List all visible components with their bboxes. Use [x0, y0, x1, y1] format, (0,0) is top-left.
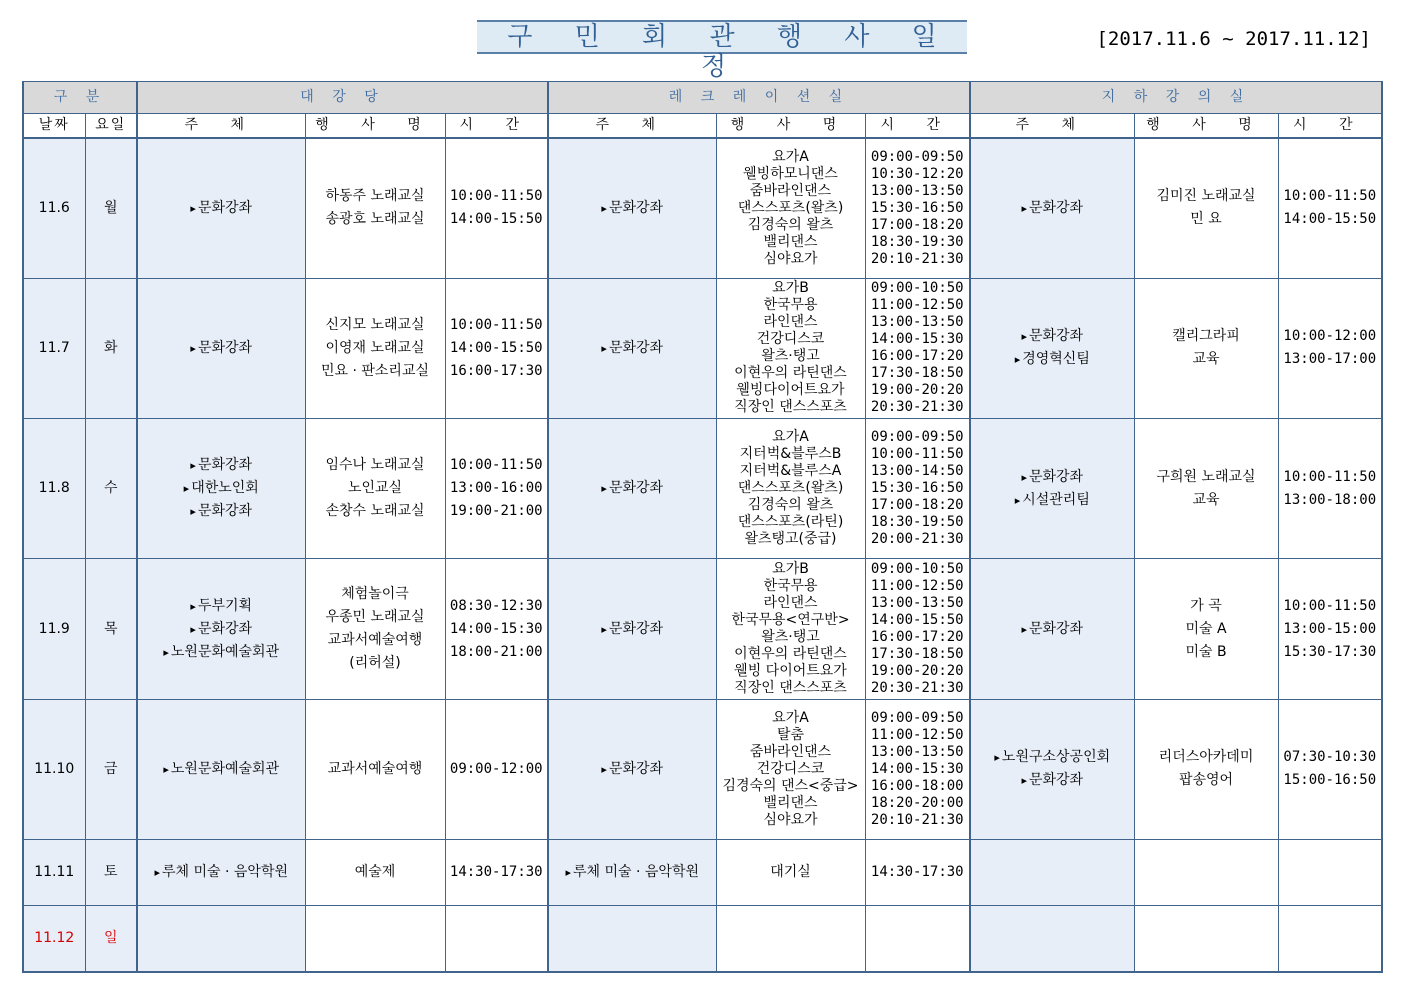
page-title: 구 민 회 관 행 사 일 정: [507, 22, 954, 82]
table-row: [23, 840, 1382, 906]
rec-time-cell: [865, 559, 970, 699]
cell-line: ▸ 문화강좌: [971, 200, 1134, 217]
cell-line: 심야요가: [763, 250, 818, 267]
header-recreation-room: 레 크 레 이 션 실: [548, 82, 970, 114]
lec-host-cell: [970, 906, 1134, 972]
header-category: 구 분: [23, 82, 137, 114]
cell-line: 예술제: [354, 864, 396, 881]
cell-line: 20:10-21:30: [870, 811, 964, 828]
cell-line: 09:00-12:00: [449, 760, 543, 777]
header-row-groups: [23, 82, 1382, 114]
rec-host-cell: [548, 418, 716, 558]
header-lec-time: 시 간: [1278, 114, 1382, 138]
date-cell: 11.8: [23, 418, 85, 558]
cell-line: 10:00-11:50: [449, 316, 543, 333]
cell-line: 15:00-16:50: [1283, 772, 1377, 789]
weekday-cell: 토: [85, 840, 137, 906]
cell-line: 10:00-11:50: [1283, 188, 1377, 205]
hall-event-cell: [305, 278, 445, 418]
header-weekday: 요일: [85, 114, 137, 138]
header-rec-event: 행 사 명: [716, 114, 865, 138]
table-row: [23, 418, 1382, 558]
header-hall-host: 주 체: [137, 114, 305, 138]
cell-line: 가 곡: [1190, 597, 1222, 614]
lec-time-cell: [1278, 840, 1382, 906]
hall-event-cell: [305, 699, 445, 839]
cell-line: 줌바라인댄스: [749, 182, 832, 199]
table-row: [23, 906, 1382, 972]
cell-line: 18:00-21:00: [449, 643, 543, 660]
cell-line: 김미진 노래교실: [1156, 188, 1256, 205]
cell-line: 요가B: [772, 561, 809, 578]
cell-line: 교과서예술여행: [327, 760, 423, 777]
cell-line: 13:00-13:50: [870, 182, 964, 199]
lec-event-cell: [1134, 699, 1278, 839]
cell-line: 13:00-15:00: [1283, 620, 1377, 637]
hall-host-cell: [137, 906, 305, 972]
rec-host-cell: [548, 138, 716, 278]
lec-event-cell: [1134, 138, 1278, 278]
hall-host-cell: [137, 138, 305, 278]
cell-line: 08:30-12:30: [449, 597, 543, 614]
rec-time-cell: [865, 418, 970, 558]
cell-line: 김경숙의 왈츠: [747, 216, 834, 233]
cell-line: 밸리댄스: [763, 794, 818, 811]
cell-line: ▸ 문화강좌: [549, 761, 716, 778]
date-cell: 11.12: [23, 906, 85, 972]
lec-event-cell: [1134, 906, 1278, 972]
cell-line: 19:00-20:20: [870, 663, 964, 680]
cell-line: 한국무용<연구반>: [731, 612, 850, 629]
cell-line: 14:00-15:50: [1283, 211, 1377, 228]
weekday-cell: 일: [85, 906, 137, 972]
cell-line: ▸ 노원문화예술회관: [138, 761, 305, 778]
cell-line: 09:00-09:50: [870, 429, 964, 446]
cell-line: 10:00-11:50: [1283, 468, 1377, 485]
header-row-columns: [23, 114, 1382, 138]
hall-host-cell: [137, 418, 305, 558]
cell-line: ▸ 문화강좌: [549, 621, 716, 638]
rec-event-cell: [716, 138, 865, 278]
cell-line: 리더스아카데미: [1158, 749, 1254, 766]
cell-line: 요가A: [772, 429, 809, 446]
cell-line: 11:00-12:50: [870, 578, 964, 595]
cell-line: 13:00-16:00: [449, 480, 543, 497]
cell-line: ▸ 문화강좌: [549, 340, 716, 357]
cell-line: 팝송영어: [1178, 772, 1234, 789]
cell-line: 10:00-11:50: [449, 457, 543, 474]
hall-host-cell: [137, 699, 305, 839]
lec-host-cell: [970, 278, 1134, 418]
cell-line: ▸ 문화강좌: [971, 621, 1134, 638]
cell-line: 17:00-18:20: [870, 497, 964, 514]
cell-line: 15:30-16:50: [870, 480, 964, 497]
rec-time-cell: [865, 278, 970, 418]
cell-line: 13:00-13:50: [870, 743, 964, 760]
cell-line: ▸ 문화강좌: [138, 457, 305, 474]
rec-event-cell: [716, 840, 865, 906]
lec-time-cell: [1278, 699, 1382, 839]
cell-line: 10:00-11:50: [1283, 597, 1377, 614]
cell-line: ▸ 시설관리팀: [971, 492, 1134, 509]
cell-line: 14:00-15:30: [870, 760, 964, 777]
cell-line: 요가A: [772, 709, 809, 726]
cell-line: 13:00-14:50: [870, 463, 964, 480]
page-title-box: [477, 20, 967, 82]
cell-line: 탈춤: [776, 726, 805, 743]
rec-host-cell: [548, 840, 716, 906]
cell-line: 미술 A: [1185, 620, 1227, 637]
cell-line: 교육: [1192, 351, 1220, 368]
cell-line: 김경숙의 왈츠: [747, 497, 834, 514]
table-row: [23, 278, 1382, 418]
cell-line: 14:00-15:50: [449, 339, 543, 356]
lec-event-cell: [1134, 559, 1278, 699]
lec-time-cell: [1278, 418, 1382, 558]
hall-event-cell: [305, 138, 445, 278]
cell-line: ▸ 문화강좌: [549, 200, 716, 217]
lec-host-cell: [970, 840, 1134, 906]
lec-host-cell: [970, 559, 1134, 699]
cell-line: 줌바라인댄스: [749, 743, 832, 760]
cell-line: ▸ 대한노인회: [138, 480, 305, 497]
rec-time-cell: [865, 699, 970, 839]
lec-event-cell: [1134, 418, 1278, 558]
cell-line: 15:30-17:30: [1283, 643, 1377, 660]
cell-line: 20:30-21:30: [870, 680, 964, 697]
lec-time-cell: [1278, 559, 1382, 699]
cell-line: 14:00-15:30: [449, 620, 543, 637]
cell-line: 13:00-17:00: [1283, 351, 1377, 368]
table-row: [23, 699, 1382, 839]
cell-line: ▸ 문화강좌: [138, 503, 305, 520]
cell-line: ▸ 문화강좌: [138, 340, 305, 357]
cell-line: ▸ 루체 미술 · 음악학원: [138, 864, 305, 881]
weekday-cell: 화: [85, 278, 137, 418]
cell-line: 왈츠·탱고: [761, 348, 820, 365]
cell-line: 지터벅&블루스B: [739, 446, 842, 463]
date-range: [2017.11.6 ~ 2017.11.12]: [1096, 28, 1371, 50]
lec-host-cell: [970, 138, 1134, 278]
header-rec-time: 시 간: [865, 114, 970, 138]
hall-time-cell: [445, 418, 548, 558]
cell-line: 송광호 노래교실: [325, 211, 425, 228]
hall-event-cell: [305, 559, 445, 699]
cell-line: 임수나 노래교실: [325, 457, 425, 474]
cell-line: 이현우의 라틴댄스: [734, 646, 847, 663]
cell-line: 웰빙하모니댄스: [743, 165, 838, 182]
cell-line: ▸ 루체 미술 · 음악학원: [549, 864, 716, 881]
cell-line: 13:00-13:50: [870, 595, 964, 612]
date-cell: 11.6: [23, 138, 85, 278]
cell-line: 10:30-12:20: [870, 165, 964, 182]
cell-line: ▸ 노원문화예술회관: [138, 644, 305, 661]
cell-line: 왈츠탱고(중급): [744, 531, 837, 548]
cell-line: 20:00-21:30: [870, 531, 964, 548]
rec-time-cell: [865, 840, 970, 906]
cell-line: (리허설): [349, 655, 401, 672]
cell-line: 직장인 댄스스포츠: [734, 680, 847, 697]
cell-line: 라인댄스: [763, 595, 818, 612]
weekday-cell: 수: [85, 418, 137, 558]
lec-time-cell: [1278, 278, 1382, 418]
header-hall: 대 강 당: [137, 82, 548, 114]
rec-host-cell: [548, 906, 716, 972]
cell-line: 심야요가: [763, 811, 818, 828]
cell-line: 민 요: [1190, 211, 1222, 228]
cell-line: 11:00-12:50: [870, 726, 964, 743]
cell-line: ▸ 문화강좌: [971, 772, 1134, 789]
hall-event-cell: [305, 840, 445, 906]
header-hall-time: 시 간: [445, 114, 548, 138]
cell-line: 14:00-15:50: [870, 612, 964, 629]
weekday-cell: 목: [85, 559, 137, 699]
cell-line: 14:00-15:50: [449, 211, 543, 228]
rec-host-cell: [548, 699, 716, 839]
cell-line: 13:00-13:50: [870, 314, 964, 331]
rec-time-cell: [865, 906, 970, 972]
cell-line: ▸ 경영혁신팀: [971, 351, 1134, 368]
hall-event-cell: [305, 418, 445, 558]
cell-line: 13:00-18:00: [1283, 491, 1377, 508]
cell-line: 신지모 노래교실: [325, 316, 425, 333]
cell-line: 손창수 노래교실: [325, 503, 425, 520]
cell-line: 09:00-09:50: [870, 709, 964, 726]
hall-event-cell: [305, 906, 445, 972]
cell-line: 캘리그라피: [1172, 328, 1240, 345]
cell-line: ▸ 문화강좌: [138, 200, 305, 217]
cell-line: 17:30-18:50: [870, 365, 964, 382]
cell-line: 07:30-10:30: [1283, 749, 1377, 766]
cell-line: 웰빙다이어트요가: [736, 382, 845, 399]
hall-time-cell: [445, 840, 548, 906]
cell-line: 밸리댄스: [763, 233, 818, 250]
cell-line: 건강디스코: [756, 760, 825, 777]
cell-line: 지터벅&블루스A: [739, 463, 842, 480]
table-row: [23, 138, 1382, 278]
cell-line: 건강디스코: [756, 331, 825, 348]
weekday-cell: 월: [85, 138, 137, 278]
cell-line: ▸ 문화강좌: [138, 621, 305, 638]
date-cell: 11.11: [23, 840, 85, 906]
schedule-table: [22, 81, 1383, 973]
cell-line: 11:00-12:50: [870, 297, 964, 314]
cell-line: 우종민 노래교실: [325, 609, 425, 626]
lec-event-cell: [1134, 840, 1278, 906]
cell-line: 댄스스포츠(왈츠): [737, 480, 844, 497]
cell-line: 구희원 노래교실: [1156, 468, 1256, 485]
header-lec-host: 주 체: [970, 114, 1134, 138]
cell-line: 체험놀이극: [341, 586, 409, 603]
cell-line: ▸ 두부기획: [138, 598, 305, 615]
hall-time-cell: [445, 906, 548, 972]
cell-line: 댄스스포츠(라틴): [737, 514, 844, 531]
hall-time-cell: [445, 699, 548, 839]
rec-event-cell: [716, 906, 865, 972]
cell-line: 19:00-20:20: [870, 382, 964, 399]
cell-line: 16:00-18:00: [870, 777, 964, 794]
cell-line: 09:00-10:50: [870, 561, 964, 578]
rec-event-cell: [716, 699, 865, 839]
cell-line: 직장인 댄스스포츠: [734, 399, 847, 416]
rec-time-cell: [865, 138, 970, 278]
cell-line: 이현우의 라틴댄스: [734, 365, 847, 382]
cell-line: 15:30-16:50: [870, 199, 964, 216]
rec-host-cell: [548, 559, 716, 699]
cell-line: 19:00-21:00: [449, 503, 543, 520]
cell-line: 18:30-19:50: [870, 514, 964, 531]
header-hall-event: 행 사 명: [305, 114, 445, 138]
date-cell: 11.7: [23, 278, 85, 418]
header-date: 날짜: [23, 114, 85, 138]
cell-line: 요가B: [772, 280, 809, 297]
lec-time-cell: [1278, 906, 1382, 972]
header-lecture-room: 지 하 강 의 실: [970, 82, 1382, 114]
hall-host-cell: [137, 278, 305, 418]
cell-line: 18:30-19:30: [870, 233, 964, 250]
cell-line: 10:00-11:50: [870, 446, 964, 463]
date-cell: 11.10: [23, 699, 85, 839]
cell-line: 14:30-17:30: [870, 864, 964, 881]
cell-line: 왈츠·탱고: [761, 629, 820, 646]
cell-line: 이영재 노래교실: [325, 339, 425, 356]
cell-line: ▸ 문화강좌: [971, 469, 1134, 486]
cell-line: 민요 · 판소리교실: [320, 362, 430, 379]
header-lec-event: 행 사 명: [1134, 114, 1278, 138]
cell-line: 미술 B: [1185, 643, 1227, 660]
date-cell: 11.9: [23, 559, 85, 699]
lec-time-cell: [1278, 138, 1382, 278]
cell-line: 한국무용: [763, 297, 818, 314]
cell-line: 대기실: [770, 864, 811, 881]
cell-line: 16:00-17:20: [870, 629, 964, 646]
cell-line: 웰빙 다이어트요가: [734, 663, 847, 680]
lec-host-cell: [970, 699, 1134, 839]
cell-line: 한국무용: [763, 578, 818, 595]
cell-line: 16:00-17:20: [870, 348, 964, 365]
cell-line: 노인교실: [347, 480, 403, 497]
hall-host-cell: [137, 559, 305, 699]
hall-time-cell: [445, 278, 548, 418]
cell-line: ▸ 문화강좌: [549, 480, 716, 497]
cell-line: 09:00-10:50: [870, 280, 964, 297]
rec-event-cell: [716, 278, 865, 418]
cell-line: 하동주 노래교실: [325, 188, 425, 205]
cell-line: 18:20-20:00: [870, 794, 964, 811]
cell-line: 16:00-17:30: [449, 362, 543, 379]
cell-line: 20:10-21:30: [870, 250, 964, 267]
cell-line: 20:30-21:30: [870, 399, 964, 416]
rec-event-cell: [716, 418, 865, 558]
hall-time-cell: [445, 138, 548, 278]
cell-line: 10:00-11:50: [449, 188, 543, 205]
lec-host-cell: [970, 418, 1134, 558]
weekday-cell: 금: [85, 699, 137, 839]
hall-time-cell: [445, 559, 548, 699]
rec-event-cell: [716, 559, 865, 699]
rec-host-cell: [548, 278, 716, 418]
cell-line: 17:00-18:20: [870, 216, 964, 233]
cell-line: ▸ 노원구소상공인회: [971, 749, 1134, 766]
cell-line: 댄스스포츠(왈츠): [737, 199, 844, 216]
cell-line: 김경숙의 댄스<중급>: [722, 777, 859, 794]
lec-event-cell: [1134, 278, 1278, 418]
cell-line: 요가A: [772, 148, 809, 165]
cell-line: 교육: [1192, 491, 1220, 508]
cell-line: 14:30-17:30: [449, 864, 543, 881]
cell-line: ▸ 문화강좌: [971, 328, 1134, 345]
cell-line: 09:00-09:50: [870, 148, 964, 165]
cell-line: 14:00-15:30: [870, 331, 964, 348]
table-row: [23, 559, 1382, 699]
header-rec-host: 주 체: [548, 114, 716, 138]
cell-line: 17:30-18:50: [870, 646, 964, 663]
cell-line: 10:00-12:00: [1283, 328, 1377, 345]
hall-host-cell: [137, 840, 305, 906]
cell-line: 라인댄스: [763, 314, 818, 331]
cell-line: 교과서예술여행: [327, 632, 423, 649]
